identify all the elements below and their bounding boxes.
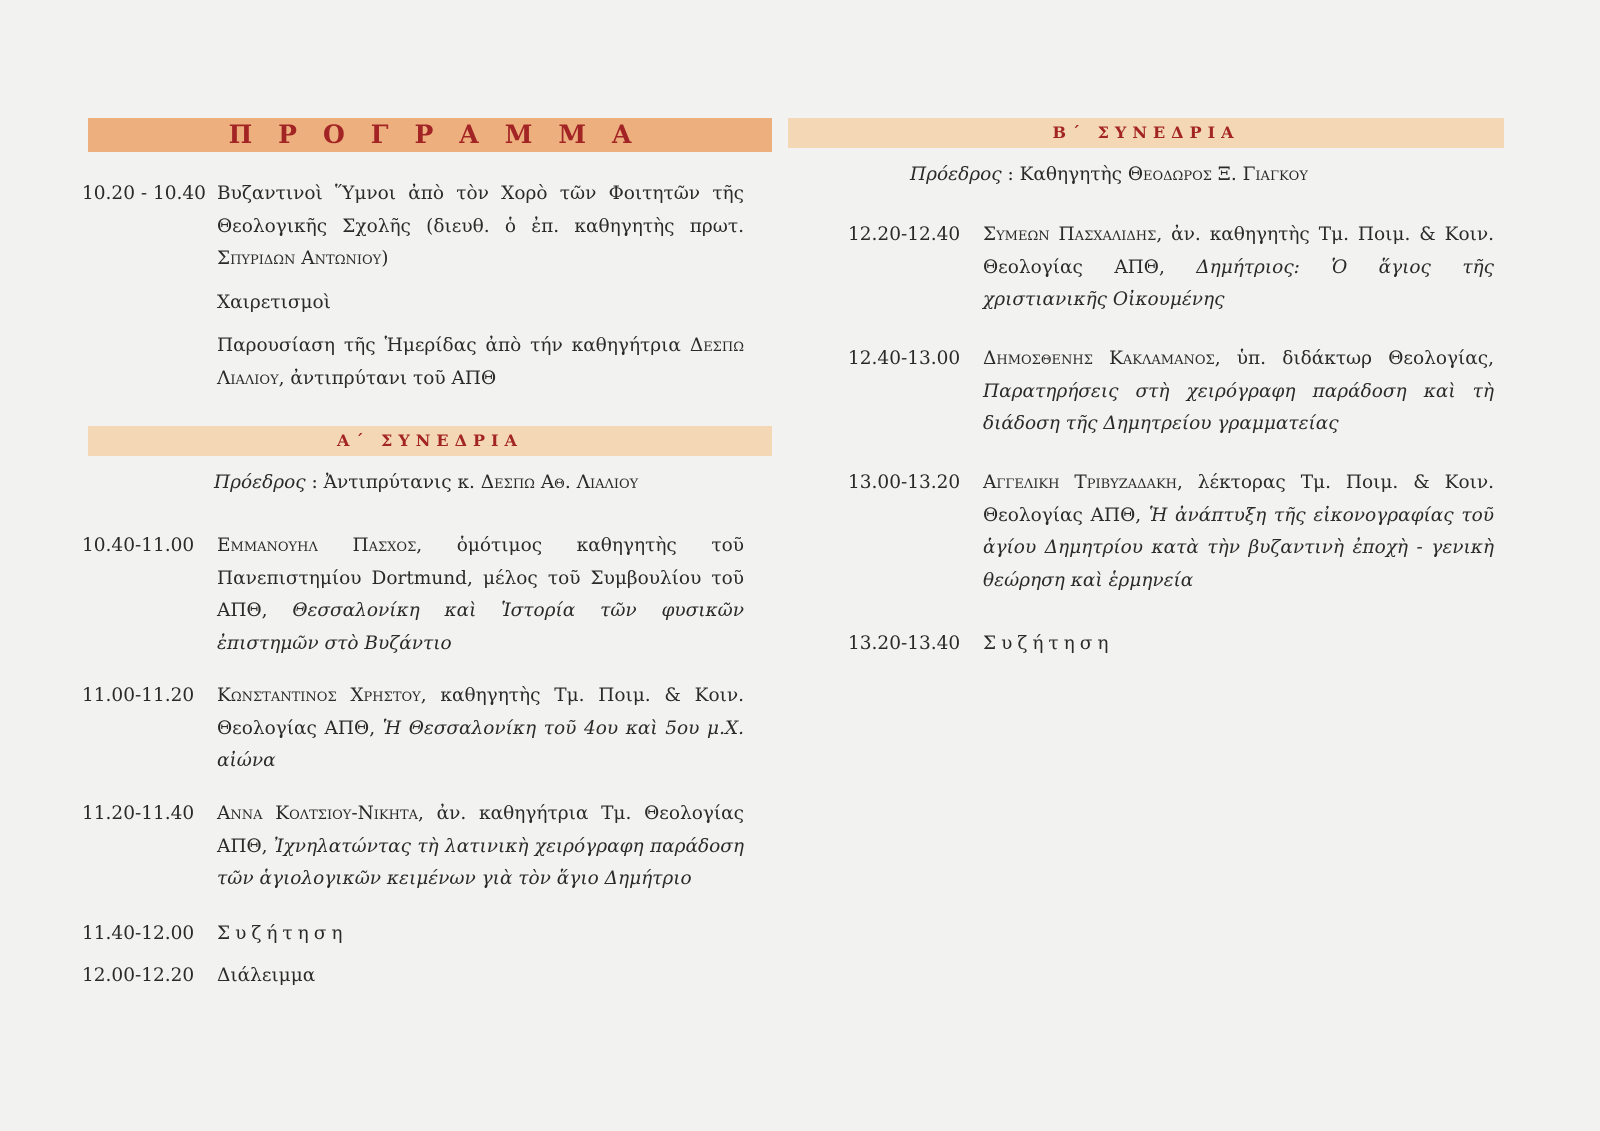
talk-title: Ἡ Θεσσαλονίκη τοῦ 4ου καὶ 5ου μ.Χ. αἰώνα [217,717,745,771]
break-label: Διάλειμμα [217,965,316,986]
session-b-banner: Β΄ ΣΥΝΕΔΡΙΑ [788,118,1504,148]
session-a-chair: Πρόεδρος : Ἀντιπρύτανις κ. Δεσπω Αθ. Λιαλιου [214,472,639,493]
speaker-name: Δημοσθενης Κακλαμανος [983,348,1215,369]
time-label: 10.40-11.00 [82,535,195,556]
session-a-break [82,960,744,993]
session-a-item-2: 11.00-11.20 Κωνσταντινος Χρηστου, καθηγητὴς Τμ. Ποιμ. & Κοιν. Θεολογίας ΑΠΘ, Ἡ Θεσσαλονίκη τοῦ 4ου καὶ 5ου μ.Χ. αἰώνα [82,680,744,778]
talk-title: Δημήτριος: Ὁ ἅγιος τῆς χριστιανικῆς Οἰκουμένης [983,256,1495,310]
session-b-item-1: 12.20-12.40 Συμεων Πασχαλιδης, ἀν. καθηγητὴς Τμ. Ποιμ. & Κοιν. Θεολογίας ΑΠΘ, Δημήτριος: Ὁ ἅγιος τῆς χριστιανικῆς Οἰκουμένης [848,219,1494,317]
program-title-banner: ΠΡΟΓΡΑΜΜΑ [88,118,772,152]
time-label: 10.20 - 10.40 [82,183,206,204]
talk-title: Ἡ ἀνάπτυξη τῆς εἰκονογραφίας τοῦ ἁγίου Δημητρίου κατὰ τὴν βυζαντινὴ ἐποχὴ - γενικὴ θεώρηση καὶ ἑρμηνεία [983,504,1494,591]
opening-entry [82,178,744,406]
talk-title: Θεσσαλονίκη καὶ Ἱστορία τῶν φυσικῶν ἐπιστημῶν στὸ Βυζάντιο [217,600,744,654]
time-label: 12.40-13.00 [848,348,961,369]
speaker-name: Αγγελικη Τριβυζαδακη [983,472,1177,493]
time-label: 13.00-13.20 [848,472,961,493]
talk-title: Ἰχνηλατώντας τὴ λατινικὴ χειρόγραφη παράδοση τῶν ἁγιολογικῶν κειμένων γιὰ τὸν ἅγιο Δημήτριο [217,835,744,889]
time-label: 13.20-13.40 [848,633,961,654]
time-label: 11.00-11.20 [82,685,195,706]
session-a-banner: Α΄ ΣΥΝΕΔΡΙΑ [88,426,772,456]
time-label: 12.00-12.20 [82,965,195,986]
time-label: 11.40-12.00 [82,923,195,944]
time-label: 11.20-11.40 [82,803,195,824]
session-b-item-2: 12.40-13.00 Δημοσθενης Κακλαμανος, ὑπ. διδάκτωρ Θεολογίας, Παρατηρήσεις στὴ χειρόγραφη παράδοση καὶ τὴ διάδοση τῆς Δημητρείου γραμματείας [848,343,1494,441]
session-a-item-1: 10.40-11.00 Εμμανουηλ Πασχος, ὁμότιμος καθηγητὴς τοῦ Πανεπιστημίου Dortmund, μέλος τοῦ Συμβουλίου τοῦ ΑΠΘ, Θεσσαλονίκη καὶ Ἱστορία τῶν φυσικῶν ἐπιστημῶν στὸ Βυζάντιο [82,530,744,660]
time-label: 12.20-12.40 [848,224,961,245]
discussion-label: Συζήτηση [217,923,348,944]
opening-hymns-text: Βυζαντινοὶ Ὕμνοι ἀπὸ τὸν Χορὸ τῶν Φοιτητῶν τῆς Θεολογικῆς Σχολῆς (διευθ. ὁ ἐπ. καθηγητὴς πρωτ. Σπυριδων Αντωνιου) [217,183,744,269]
session-b-discussion [848,628,1494,661]
speaker-name: Συμεων Πασχαλιδης [983,224,1157,245]
discussion-label: Συζήτηση [983,633,1114,654]
session-b-item-3: 13.00-13.20 Αγγελικη Τριβυζαδακη, λέκτορας Τμ. Ποιμ. & Κοιν. Θεολογίας ΑΠΘ, Ἡ ἀνάπτυξη τῆς εἰκονογραφίας τοῦ ἁγίου Δημητρίου κατὰ τὴν βυζαντινὴ ἐποχὴ - γενικὴ θεώρηση καὶ ἑρμηνεία [848,467,1494,597]
presentation-text: Παρουσίαση τῆς Ἡμερίδας ἀπὸ τήν καθηγήτρια Δεσπω Λιαλιου, ἀντιπρύτανι τοῦ ΑΠΘ [217,335,744,389]
session-b-chair: Πρόεδρος : Καθηγητὴς Θεοδωρος Ξ. Γιαγκου [910,164,1308,185]
talk-title: Παρατηρήσεις στὴ χειρόγραφη παράδοση καὶ τὴ διάδοση τῆς Δημητρείου γραμματείας [983,380,1494,434]
speaker-name: Κωνσταντινος Χρηστου [217,685,421,706]
session-a-discussion [82,918,744,951]
greetings-text: Χαιρετισμοὶ [217,291,331,313]
speaker-name: Εμμανουηλ Πασχος [217,535,417,556]
speaker-name: Αννα Κολτσιου-Νικητα [217,803,419,824]
session-a-item-3: 11.20-11.40 Αννα Κολτσιου-Νικητα, ἀν. καθηγήτρια Τμ. Θεολογίας ΑΠΘ, Ἰχνηλατώντας τὴ λατινικὴ χειρόγραφη παράδοση τῶν ἁγιολογικῶν κειμένων γιὰ τὸν ἅγιο Δημήτριο [82,798,744,896]
